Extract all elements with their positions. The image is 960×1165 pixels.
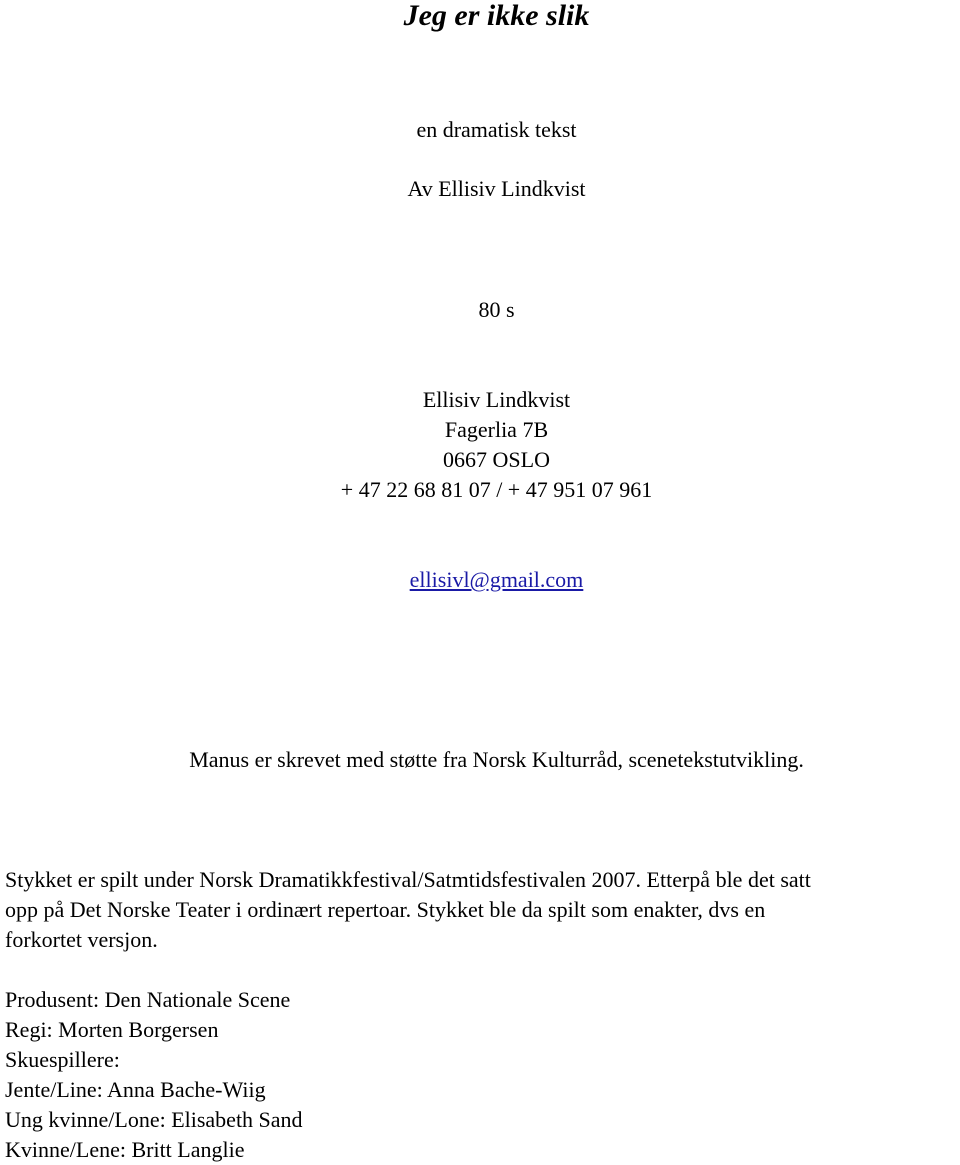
contact-postal: 0667 OSLO (443, 447, 550, 472)
credit-producer: Produsent: Den Nationale Scene (5, 987, 291, 1012)
contact-name: Ellisiv Lindkvist (422, 387, 571, 412)
contact-street: Fagerlia 7B (444, 417, 549, 442)
author-line: Av Ellisiv Lindkvist (407, 176, 586, 201)
production-paragraph-line-2: opp på Det Norske Teater i ordinært repertoar. Stykket ble da spilt som enakter, dvs en (5, 897, 766, 922)
credit-actor: Kvinne/Lene: Britt Langlie (5, 1137, 245, 1162)
document-title: Jeg er ikke slik (403, 0, 590, 32)
production-paragraph-line-1: Stykket er spilt under Norsk Dramatikkfestival/Satmtidsfestivalen 2007. Etterpå ble det satt (5, 867, 811, 892)
page-count: 80 s (478, 297, 515, 322)
email-link[interactable]: ellisivl@gmail.com (409, 567, 584, 592)
support-note: Manus er skrevet med støtte fra Norsk Kulturråd, scenetekstutvikling. (189, 747, 804, 772)
credit-actor: Ung kvinne/Lone: Elisabeth Sand (5, 1107, 303, 1132)
document-subtitle: en dramatisk tekst (416, 117, 577, 142)
contact-phone: + 47 22 68 81 07 / + 47 951 07 961 (340, 477, 653, 502)
production-paragraph-line-3: forkortet versjon. (5, 927, 158, 952)
contact-email-line (0, 565, 960, 595)
credit-actor: Jente/Line: Anna Bache-Wiig (5, 1077, 266, 1102)
credit-actors-heading: Skuespillere: (5, 1047, 120, 1072)
credits-block (5, 985, 303, 1165)
credit-director: Regi: Morten Borgersen (5, 1017, 219, 1042)
